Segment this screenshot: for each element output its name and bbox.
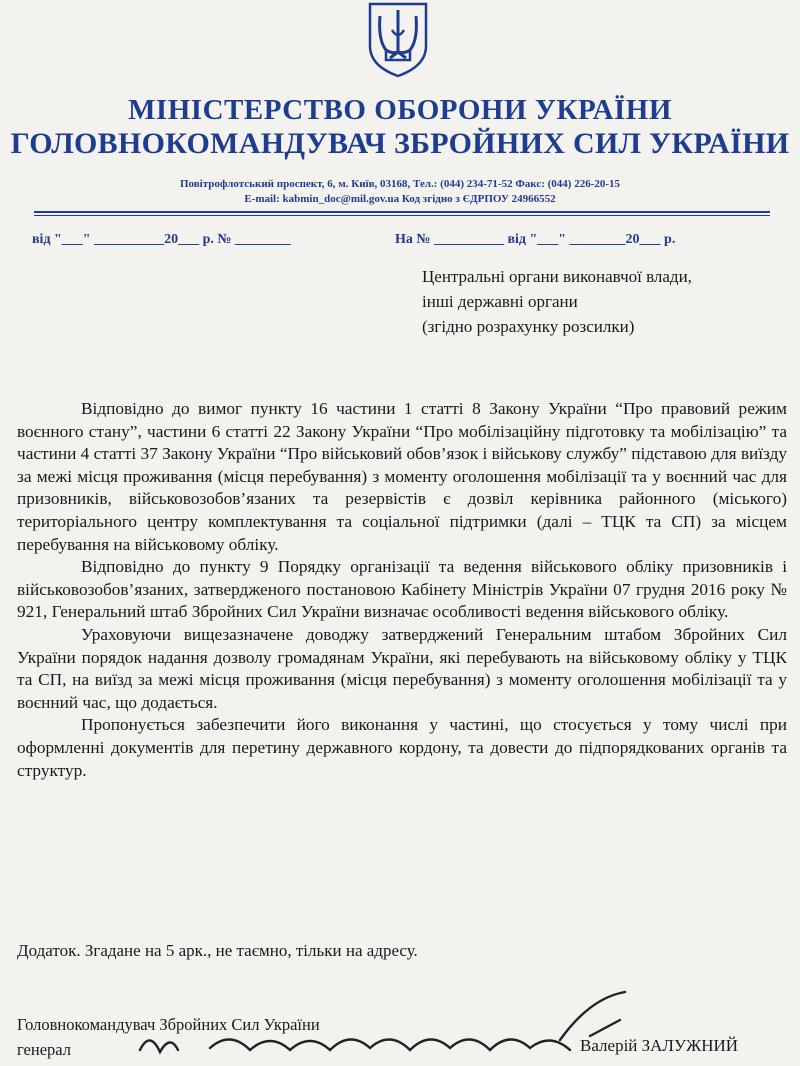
recipient-line: (згідно розрахунку розсилки) [422,317,635,336]
signatory-name: Валерій ЗАЛУЖНИЙ [580,1036,739,1055]
body-paragraph: Відповідно до вимог пункту 16 частини 1 статті 8 Закону України “Про правовий режим воєнного стану”, частини 6 статті 22 Закону України “Про мобілізаційну підготовку та мобілізацію” та частини 4 статті 37 Закону України “Про військовий обов’язок і військову службу” підставою для виїзду за межі місця проживання (місця перебування) з моменту оголошення мобілізації та у воєнний час для призовників, військовозобов’язаних та резервістів є дозвіл керівника районного (міського) територіального центру комплектування та соціальної підтримки (далі – ТЦК та СП) за місцем перебування на військовому обліку. [17,399,787,554]
body-paragraph: Відповідно до пункту 9 Порядку організації та ведення військового обліку призовників і військовозобов’язаних, затвердженого постановою Кабінету Міністрів України 07 грудня 2016 року № 921, Генеральний штаб Збройних Сил України визначає особливості ведення військового обліку. [17,557,787,622]
body-paragraph: Пропонується забезпечити його виконання у частині, що стосується у тому числі при оформленні документів для перетину державного кордону, та довести до підпорядкованих органів та структур. [17,715,787,780]
incoming-reference: На № __________ від "___" ________20___ р. [395,232,676,247]
recipients-block [422,264,692,339]
header-divider [34,211,770,213]
recipient-line: інші державні органи [422,292,578,311]
header-divider-thin [34,215,770,216]
ministry-title: МІНІСТЕРСТВО ОБОРОНИ УКРАЇНИ [128,94,672,126]
letter-body [17,398,787,782]
commander-title: ГОЛОВНОКОМАНДУВАЧ ЗБРОЙНИХ СИЛ УКРАЇНИ [10,127,790,160]
signatory-position: Головнокомандувач Збройних Сил України [17,1015,320,1034]
contact-line: E-mail: kabmin_doc@mil.gov.ua Код згідно з ЄДРПОУ 24966552 [244,193,556,205]
signatory-rank: генерал [17,1040,71,1059]
recipient-line: Центральні органи виконавчої влади, [422,267,692,286]
address-line: Повітрофлотський проспект, 6, м. Київ, 03168, Тел.: (044) 234-71-52 Факс: (044) 226-20-15 [179,178,621,190]
body-paragraph: Ураховуючи вищезазначене доводжу затверджений Генеральним штабом Збройних Сил України порядок надання дозволу громадянам України, які перебувають на військовому обліку у ТЦК та СП, на виїзд за межі місця проживання (місця перебування) з моменту оголошення мобілізації та у воєнний час, що додається. [17,624,787,712]
outgoing-reference: від "___" __________20___ р. № ________ [32,232,291,247]
trident-emblem-icon [364,0,432,78]
attachment-note: Додаток. Згадане на 5 арк., не таємно, тільки на адресу. [17,941,418,960]
